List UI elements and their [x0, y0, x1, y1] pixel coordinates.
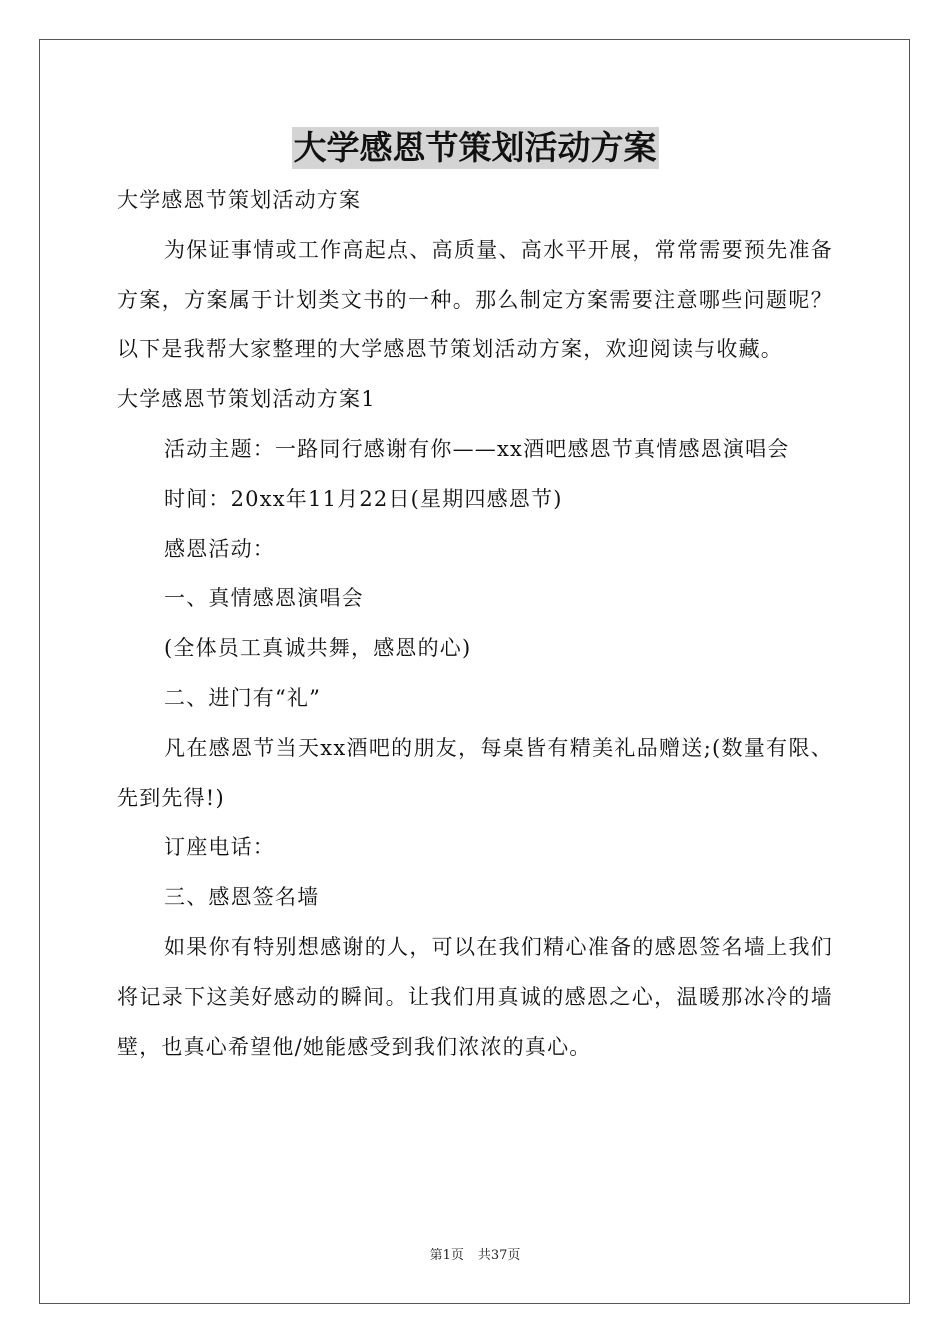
paragraph: 大学感恩节策划活动方案1 — [117, 387, 376, 412]
document-title: 大学感恩节策划活动方案 — [293, 128, 657, 167]
paragraph: 二、进门有“礼” — [164, 685, 322, 710]
paragraph: 一、真情感恩演唱会 — [164, 586, 364, 611]
page-footer — [0, 1247, 950, 1265]
page-total: 共37页 — [477, 1248, 521, 1263]
title-container — [0, 127, 950, 169]
paragraph: (全体员工真诚共舞，感恩的心) — [164, 636, 472, 661]
paragraph: 如果你有特别想感谢的人，可以在我们精心准备的感恩签名墙上我们将记录下这美好感动的瞬间。让我们用真诚的感恩之心，温暖那冰冷的墙壁，也真心希望他/她能感受到我们浓浓的真心。 — [117, 934, 833, 1059]
paragraph: 订座电话： — [164, 835, 275, 860]
document-body — [117, 176, 833, 1072]
paragraph: 三、感恩签名墙 — [164, 885, 320, 910]
paragraph: 为保证事情或工作高起点、高质量、高水平开展，常常需要预先准备方案，方案属于计划类文书的一种。那么制定方案需要注意哪些问题呢？以下是我帮大家整理的大学感恩节策划活动方案，欢迎阅读与收藏。 — [117, 237, 833, 362]
paragraph: 活动主题：一路同行感谢有你——xx酒吧感恩节真情感恩演唱会 — [164, 436, 790, 461]
paragraph: 凡在感恩节当天xx酒吧的朋友，每桌皆有精美礼品赠送;(数量有限、先到先得!) — [117, 735, 833, 810]
paragraph: 感恩活动： — [164, 536, 275, 561]
page-number: 第1页 — [429, 1248, 464, 1263]
paragraph: 大学感恩节策划活动方案 — [117, 188, 362, 212]
paragraph: 时间：20xx年11月22日(星期四感恩节) — [164, 486, 563, 511]
